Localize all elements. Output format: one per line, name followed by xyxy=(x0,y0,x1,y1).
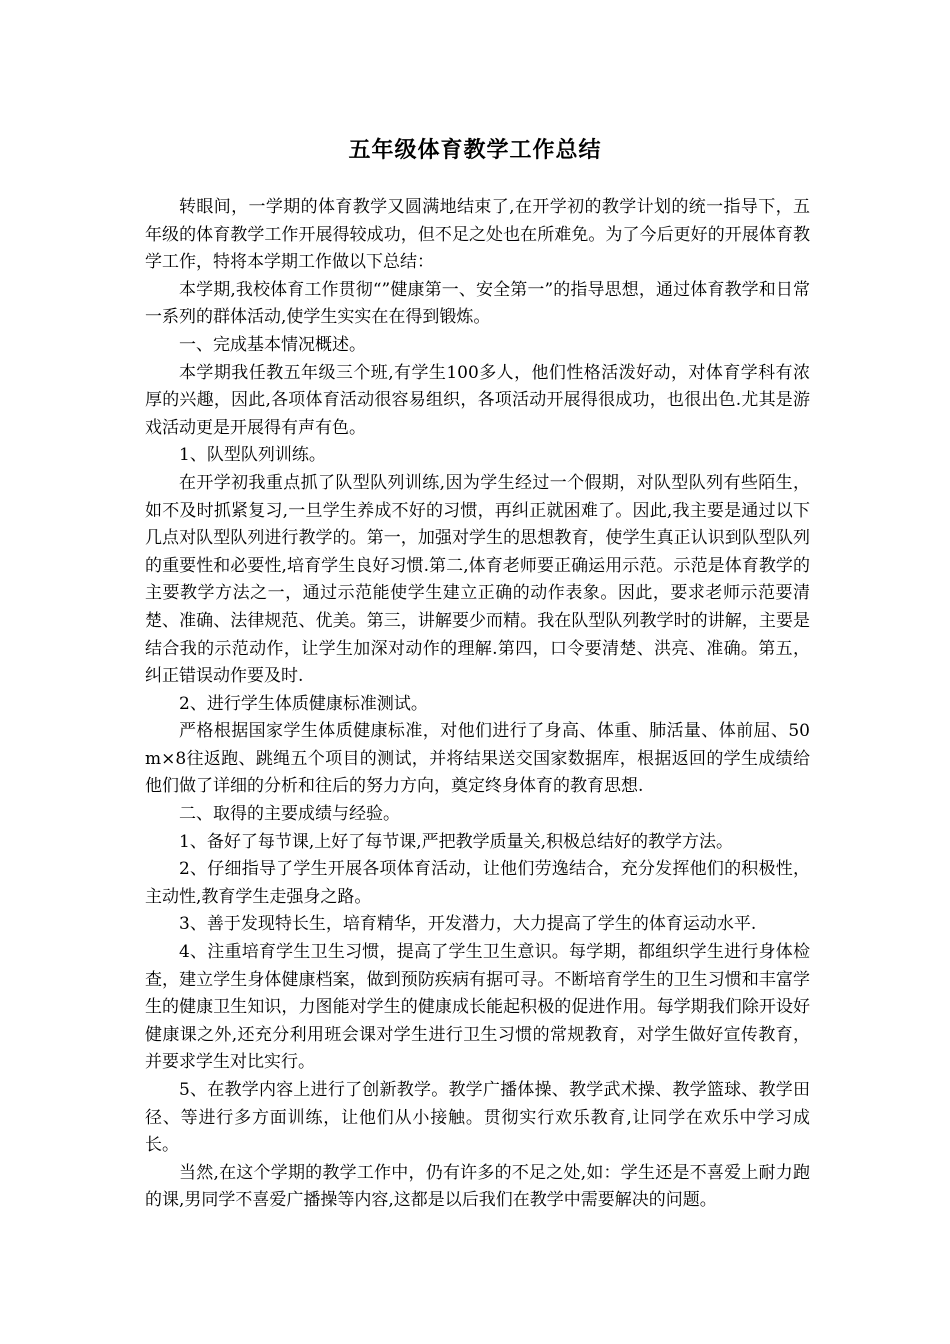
achievement-item-5: 5、在教学内容上进行了创新教学。教学广播体操、教学武术操、教学篮球、教学田径、等进行多方面训练，让他们从小接触。贯彻实行欢乐教育,让同学在欢乐中学习成长。 xyxy=(145,1080,810,1156)
subheading-formation-training: 1、队型队列训练。 xyxy=(179,445,326,466)
section-heading-1: 一、完成基本情况概述。 xyxy=(179,334,366,355)
intro-paragraph: 转眼间，一学期的体育教学又圆满地结束了,在开学初的教学计划的统一指导下，五年级的体育教学工作开展得较成功，但不足之处也在所难免。为了今后更好的开展体育教学工作，特将本学期工作做以下总结： xyxy=(145,197,810,273)
achievement-item-4: 4、注重培育学生卫生习惯，提高了学生卫生意识。每学期，都组织学生进行身体检查，建立学生身体健康档案，做到预防疾病有据可寻。不断培育学生的卫生习惯和丰富学生的健康卫生知识，力图能对学生的健康成长能起积极的促进作用。每学期我们除开设好健康课之外,还充分利用班会课对学生进行卫生习惯的常规教育，对学生做好宣传教育，并要求学生对比实行。 xyxy=(145,942,810,1073)
subheading-fitness-test: 2、进行学生体质健康标准测试。 xyxy=(179,693,428,714)
document-title: 五年级体育教学工作总结 xyxy=(348,138,602,163)
document-body xyxy=(145,194,810,1215)
achievement-item-2: 2、仔细指导了学生开展各项体育活动，让他们劳逸结合，充分发挥他们的积极性，主动性,教育学生走强身之路。 xyxy=(145,859,810,907)
class-overview-paragraph: 本学期我任教五年级三个班,有学生100多人，他们性格活泼好动，对体育学科有浓厚的兴趣，因此,各项体育活动很容易组织，各项活动开展得很成功，也很出色.尤其是游戏活动更是开展得有声有色。 xyxy=(145,362,810,438)
fitness-test-paragraph: 严格根据国家学生体质健康标准，对他们进行了身高、体重、肺活量、体前屈、50 m×8往返跑、跳绳五个项目的测试，并将结果送交国家数据库，根据返回的学生成绩给他们做了详细的分析和往后的努力方向，奠定终身体育的教育思想. xyxy=(145,721,810,797)
shortcomings-paragraph: 当然,在这个学期的教学工作中，仍有许多的不足之处,如：学生还是不喜爱上耐力跑的课,男同学不喜爱广播操等内容,这都是以后我们在教学中需要解决的问题。 xyxy=(145,1162,810,1211)
achievement-item-1: 1、备好了每节课,上好了每节课,严把教学质量关,积极总结好的教学方法。 xyxy=(179,831,734,852)
formation-training-paragraph: 在开学初我重点抓了队型队列训练,因为学生经过一个假期，对队型队列有些陌生，如不及时抓紧复习,一旦学生养成不好的习惯，再纠正就困难了。因此,我主要是通过以下几点对队型队列进行教学的。第一，加强对学生的思想教育，使学生真正认识到队型队列的重要性和必要性,培育学生良好习惯.第二,体育老师要正确运用示范。示范是体育教学的主要教学方法之一，通过示范能使学生建立正确的动作表象。因此，要求老师示范要清楚、准确、法律规范、优美。第三，讲解要少而精。我在队型队列教学时的讲解，主要是结合我的示范动作，让学生加深对动作的理解.第四，口令要清楚、洪亮、准确。第五，纠正错误动作要及时. xyxy=(145,472,810,687)
section-heading-2: 二、取得的主要成绩与经验。 xyxy=(179,804,400,825)
achievement-item-3: 3、善于发现特长生，培育精华，开发潜力，大力提高了学生的体育运动水平. xyxy=(179,914,757,935)
guiding-principle-paragraph: 本学期,我校体育工作贯彻“”健康第一、安全第一”的指导思想，通过体育教学和日常一系列的群体活动,使学生实实在在得到锻炼。 xyxy=(145,279,810,328)
